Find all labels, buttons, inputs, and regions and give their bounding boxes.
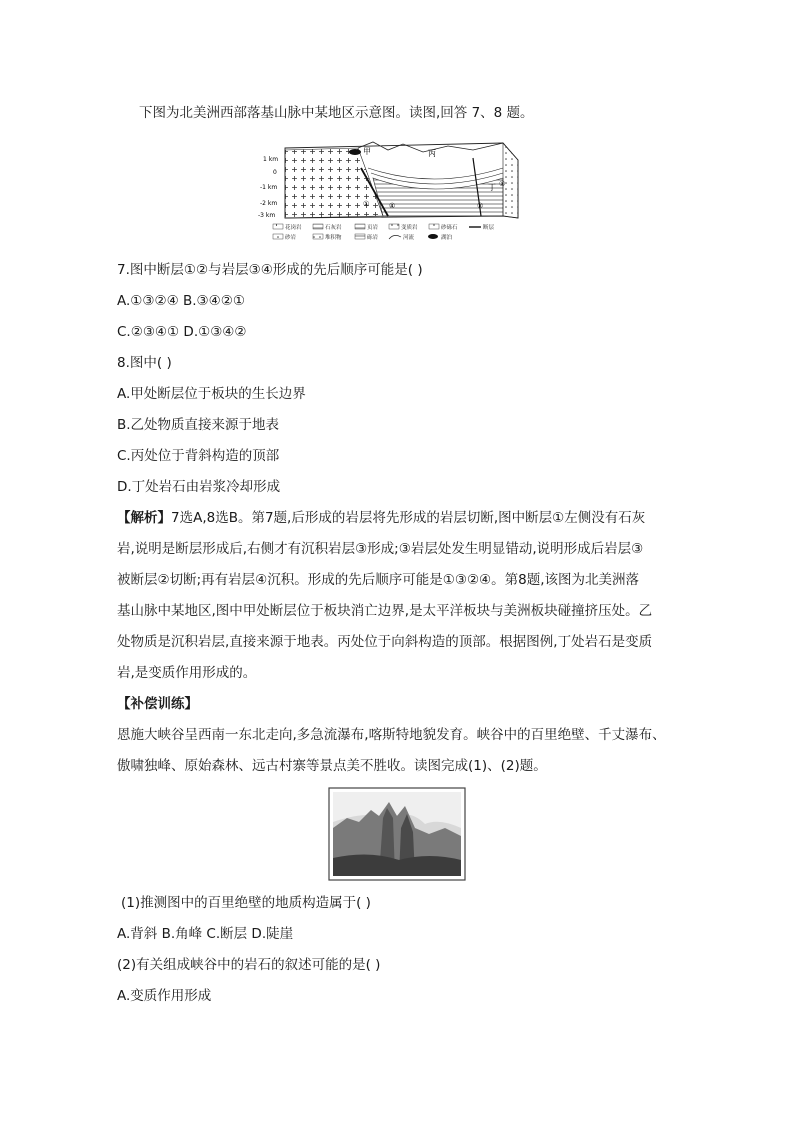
analysis-line-3: 被断层②切断;再有岩层④沉积。形成的先后顺序可能是①③②④。第8题,该图为北美洲落 [117, 572, 640, 588]
analysis-line-2: 岩,说明是断层形成后,右侧才有沉积岩层③形成;③岩层处发生明显错动,说明形成后岩层③ [117, 541, 644, 557]
analysis-line-6: 岩,是变质作用形成的。 [117, 665, 257, 681]
label-jia: 甲 [363, 147, 371, 156]
legend-river: 河流 [403, 235, 415, 241]
q8-option-a: A.甲处断层位于板块的生长边界 [117, 386, 306, 402]
legend-shale: 页岩 [367, 225, 379, 231]
q7-options-cd: C.②③④① D.①③④② [117, 324, 247, 340]
analysis-tag: 【解析】 [117, 510, 171, 526]
legend-granite: 花岗岩 [285, 225, 302, 231]
supplement-para-1: 恩施大峡谷呈西南一东北走向,多急流瀑布,喀斯特地貌发育。峡谷中的百里绝壁、千丈瀑布、 [117, 727, 666, 743]
scale-1km: 1 km [263, 156, 279, 163]
q8-stem: 8.图中( ) [117, 355, 172, 371]
legend-sandstone: 砂岩 [285, 235, 297, 241]
legend-limestone: 石灰岩 [325, 225, 342, 231]
legend-fault: 断层 [483, 225, 495, 231]
sub-q1-options: A.背斜 B.角峰 C.断层 D.陡崖 [117, 926, 294, 942]
legend-conglomerate: 砾岩 [367, 235, 379, 241]
label-n2: ② [477, 202, 484, 210]
supplement-para-2: 傲啸独峰、原始森林、远古村寨等景点美不胜收。读图完成(1)、(2)题。 [117, 758, 547, 774]
q7-options-ab: A.①③②④ B.③④②① [117, 293, 245, 309]
label-bing: 丙 [428, 149, 436, 158]
sub-q2-option-a: A.变质作用形成 [117, 988, 212, 1004]
lake-icon [349, 149, 361, 155]
sub-q1-stem: (1)推测图中的百里绝壁的地质构造属于( ) [121, 895, 371, 911]
canyon-cliff-photo [329, 788, 465, 880]
analysis-line-1: 【解析】7选A,8选B。第7题,后形成的岩层将先形成的岩层切断,图中断层①左侧没有石灰 [117, 510, 646, 526]
legend-lake: 湖泊 [441, 235, 453, 241]
legend-gravel: 砂砾石 [441, 225, 458, 231]
analysis-line-4: 基山脉中某地区,图中甲处断层位于板块消亡边界,是太平洋板块与美洲板块碰撞挤压处。乙 [117, 603, 653, 619]
label-n3: ③ [499, 180, 506, 188]
scale-0: 0 [273, 169, 277, 176]
q7-stem: 7.图中断层①②与岩层③④形成的先后顺序可能是( ) [117, 262, 423, 278]
geology-block-diagram [258, 138, 531, 246]
scale-m2km: -2 km [260, 200, 278, 207]
intro-text: 下图为北美洲西部落基山脉中某地区示意图。读图,回答 7、8 题。 [139, 105, 534, 121]
label-n1: ① [363, 200, 370, 208]
scale-m3km: -3 km [258, 212, 276, 219]
q8-option-d: D.丁处岩石由岩浆冷却形成 [117, 479, 281, 495]
sub-q2-stem: (2)有关组成峡谷中的岩石的叙述可能的是( ) [117, 957, 381, 973]
legend-metamorphic: 变质岩 [401, 225, 418, 231]
q8-option-c: C.丙处位于背斜构造的顶部 [117, 448, 280, 464]
supplement-tag: 【补偿训练】 [117, 696, 198, 712]
scale-m1km: -1 km [260, 184, 278, 191]
label-n4: ④ [389, 202, 396, 210]
label-ding: 丁 [488, 183, 496, 192]
legend-deposit: 堆积物 [325, 235, 342, 241]
analysis-line-5: 处物质是沉积岩层,直接来源于地表。丙处位于向斜构造的顶部。根据图例,丁处岩石是变质 [117, 634, 653, 650]
q8-option-b: B.乙处物质直接来源于地表 [117, 417, 280, 433]
